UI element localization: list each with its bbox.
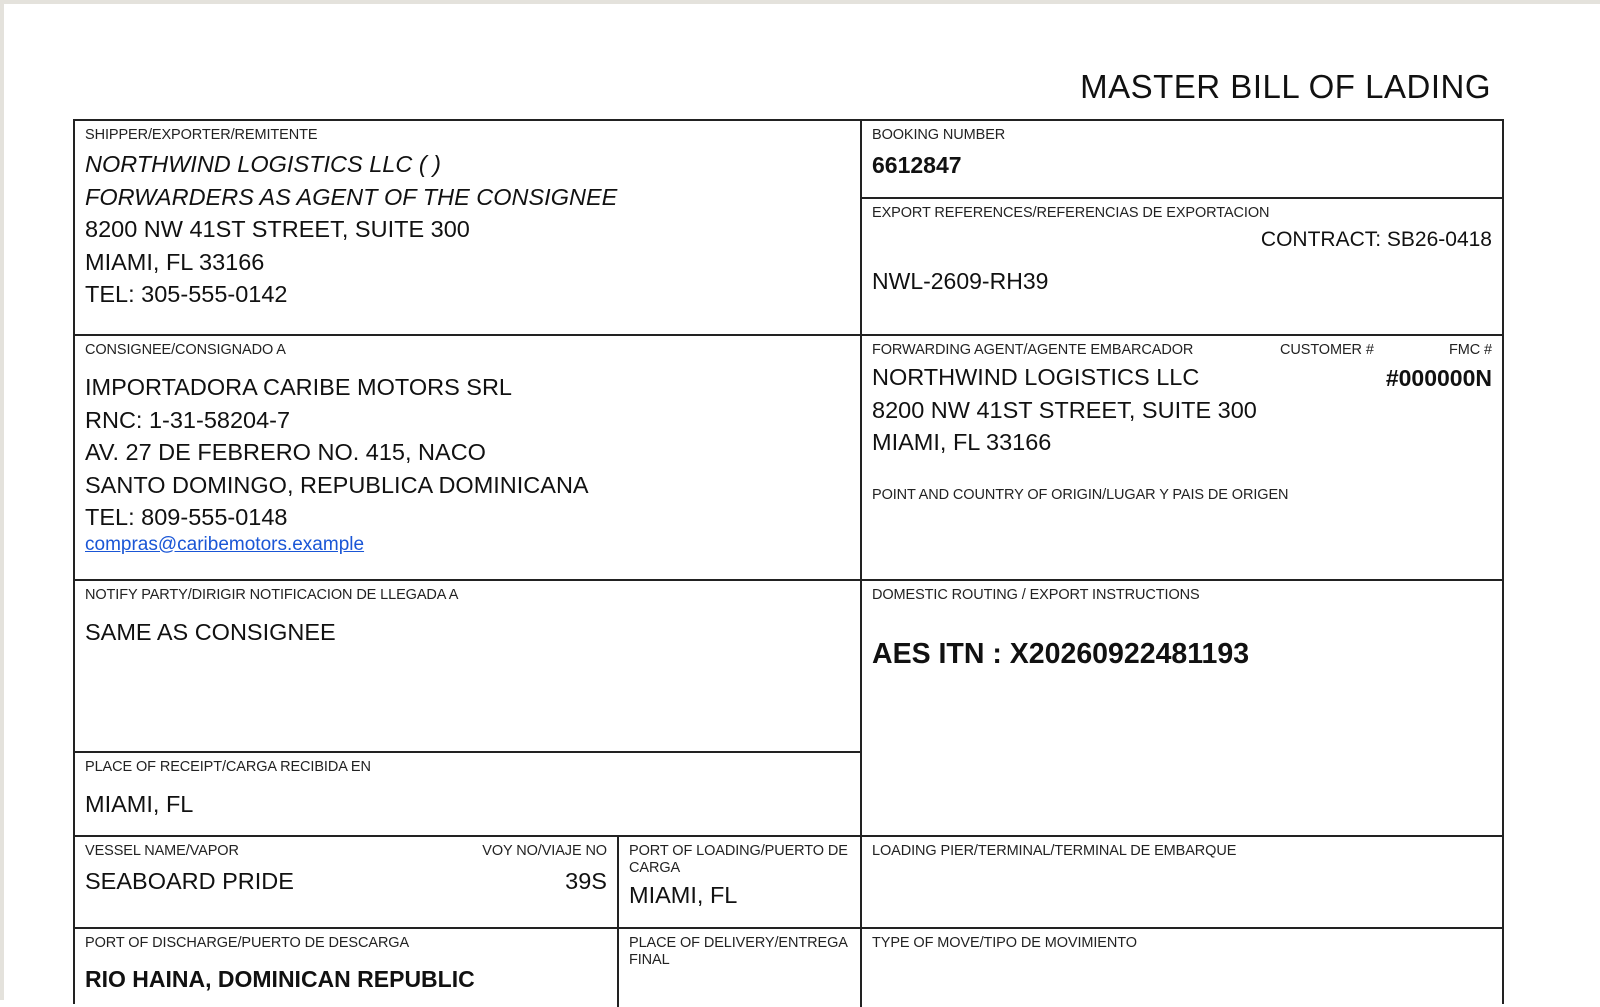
shipper-section: [75, 121, 862, 334]
bill-of-lading-form: [73, 119, 1504, 1004]
export-reference: NWL-2609-RH39: [872, 268, 1049, 294]
contract-number: CONTRACT: SB26-0418: [1260, 228, 1492, 251]
vessel-name: SEABOARD PRIDE: [85, 868, 294, 894]
place-of-receipt-value: MIAMI, FL: [85, 791, 194, 817]
type-of-move-section: [862, 927, 1502, 1007]
port-of-discharge-label: PORT OF DISCHARGE/PUERTO DE DESCARGA: [85, 935, 410, 951]
routing-label: DOMESTIC ROUTING / EXPORT INSTRUCTIONS: [872, 587, 1200, 603]
consignee-email-link[interactable]: compras@caribemotors.example: [85, 533, 365, 555]
shipper-label: SHIPPER/EXPORTER/REMITENTE: [85, 127, 318, 143]
booking-number: 6612847: [872, 152, 962, 178]
notify-party-section: [75, 579, 862, 751]
vessel-label: VESSEL NAME/VAPOR: [85, 843, 239, 859]
forwarding-agent-city: MIAMI, FL 33166: [872, 429, 1052, 455]
notify-party-label: NOTIFY PARTY/DIRIGIR NOTIFICACION DE LLEGADA A: [85, 587, 459, 603]
forwarding-agent-label: FORWARDING AGENT/AGENTE EMBARCADOR: [872, 342, 1194, 358]
customer-number-label: CUSTOMER #: [1280, 342, 1374, 358]
place-of-receipt-label: PLACE OF RECEIPT/CARGA RECIBIDA EN: [85, 759, 371, 775]
consignee-street: AV. 27 DE FEBRERO NO. 415, NACO: [85, 439, 486, 465]
fmc-number-label: FMC #: [1448, 342, 1492, 358]
consignee-section: [75, 334, 862, 579]
place-of-receipt-section: [75, 751, 862, 835]
aes-itn: AES ITN : X20260922481193: [872, 638, 1250, 670]
port-of-loading-section: [619, 835, 862, 927]
consignee-name: IMPORTADORA CARIBE MOTORS SRL: [85, 374, 512, 400]
origin-label: POINT AND COUNTRY OF ORIGIN/LUGAR Y PAIS DE ORIGEN: [872, 487, 1289, 503]
voyage-label: VOY NO/VIAJE NO: [482, 843, 607, 859]
loading-pier-label: LOADING PIER/TERMINAL/TERMINAL DE EMBARQUE: [872, 843, 1237, 859]
voyage-number: 39S: [565, 868, 607, 894]
shipper-phone: TEL: 305-555-0142: [85, 281, 288, 307]
shipper-name: NORTHWIND LOGISTICS LLC ( ): [85, 151, 442, 177]
forwarding-agent-name: NORTHWIND LOGISTICS LLC: [872, 364, 1200, 390]
place-of-delivery-label: PLACE OF DELIVERY/ENTREGA FINAL: [629, 935, 848, 968]
notify-party-value: SAME AS CONSIGNEE: [85, 619, 336, 645]
port-of-discharge-section: [75, 927, 619, 1007]
booking-section: [862, 121, 1502, 197]
booking-label: BOOKING NUMBER: [872, 127, 1006, 143]
document-title: MASTER BILL OF LADING: [1080, 68, 1491, 105]
place-of-delivery-section: [619, 927, 862, 1007]
shipper-city: MIAMI, FL 33166: [85, 248, 265, 275]
export-references-label: EXPORT REFERENCES/REFERENCIAS DE EXPORTACION: [872, 205, 1270, 221]
consignee-phone: TEL: 809-555-0148: [85, 504, 288, 530]
port-of-loading-value: MIAMI, FL: [629, 882, 738, 908]
consignee-rnc: RNC: 1-31-58204-7: [85, 406, 291, 433]
consignee-city: SANTO DOMINGO, REPUBLICA DOMINICANA: [85, 471, 589, 498]
shipper-street: 8200 NW 41ST STREET, SUITE 300: [85, 216, 470, 242]
forwarding-agent-street: 8200 NW 41ST STREET, SUITE 300: [872, 396, 1257, 423]
routing-section: [862, 579, 1502, 835]
export-references-section: [862, 197, 1502, 334]
forwarding-agent-section: [862, 334, 1502, 579]
consignee-label: CONSIGNEE/CONSIGNADO A: [85, 342, 286, 358]
fmc-number: #000000N: [1385, 365, 1492, 391]
port-of-loading-label: PORT OF LOADING/PUERTO DE CARGA: [629, 843, 848, 876]
port-of-discharge-value: RIO HAINA, DOMINICAN REPUBLIC: [85, 966, 475, 992]
type-of-move-label: TYPE OF MOVE/TIPO DE MOVIMIENTO: [872, 935, 1137, 951]
vessel-section: [75, 835, 619, 927]
loading-pier-section: [862, 835, 1502, 927]
shipper-agent-note: FORWARDERS AS AGENT OF THE CONSIGNEE: [85, 183, 618, 210]
